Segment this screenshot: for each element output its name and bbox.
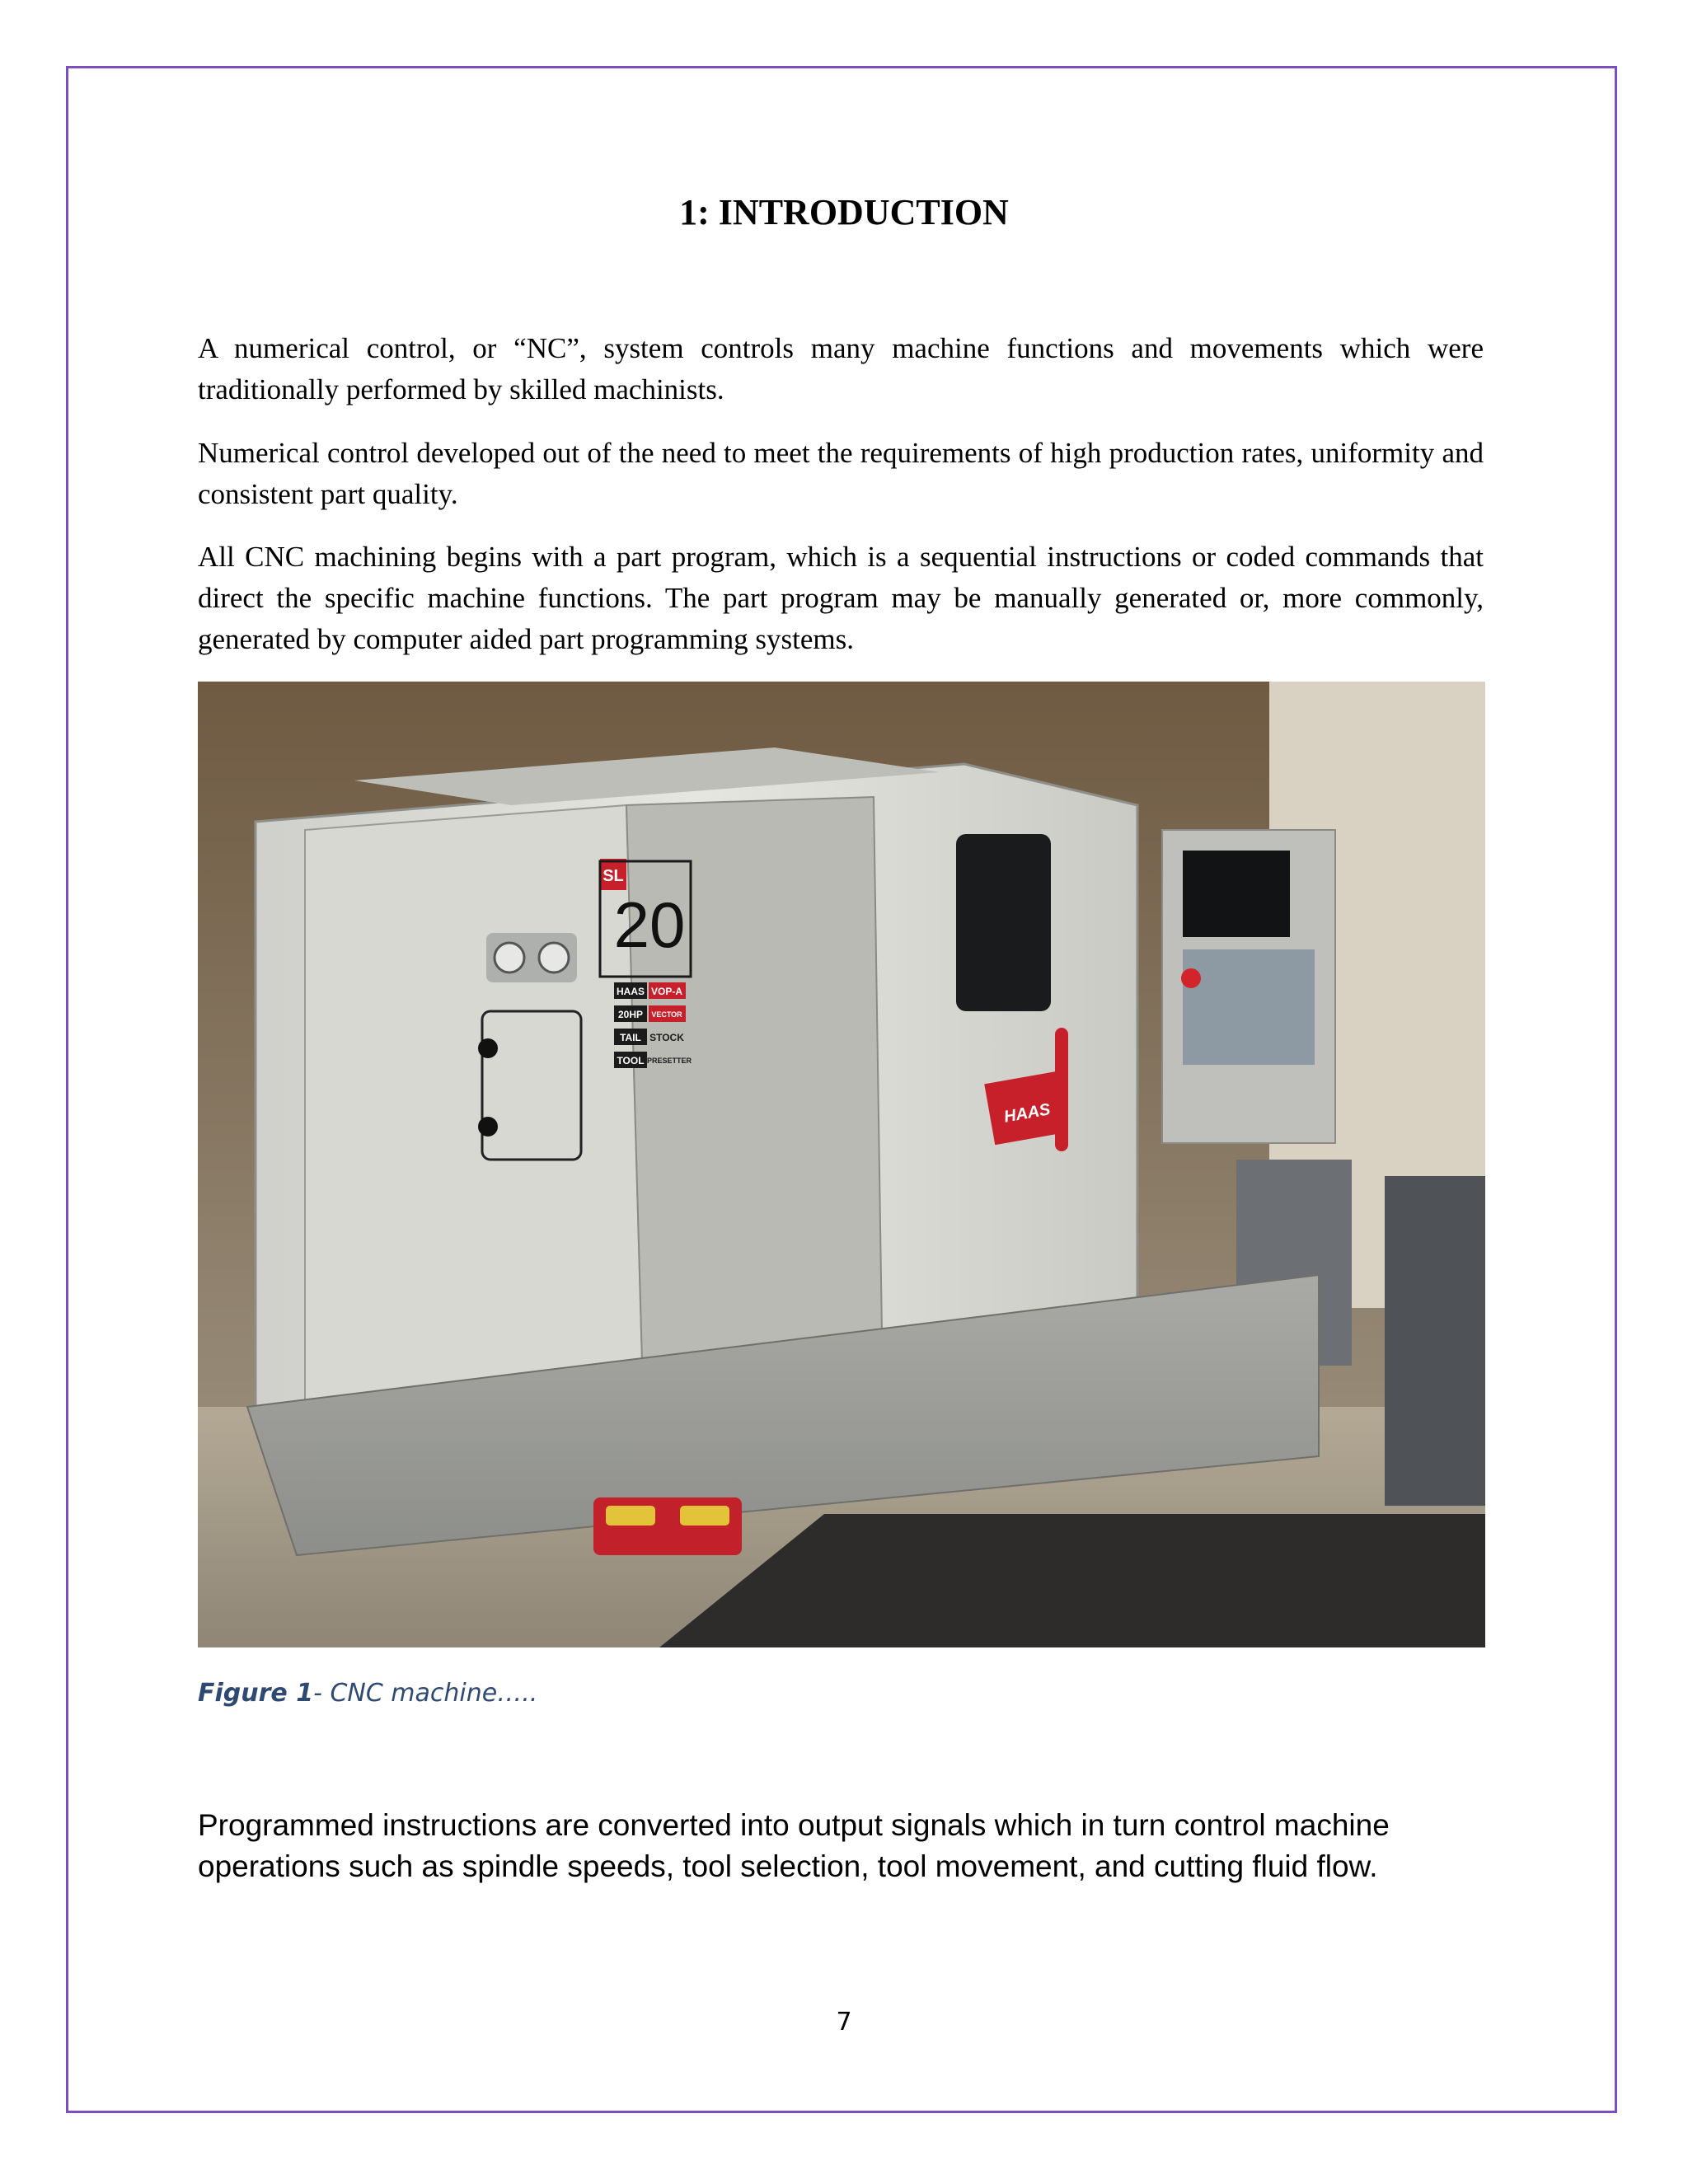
figure-caption-label: Figure 1 (198, 1679, 314, 1708)
label-line3-b: STOCK (649, 1032, 684, 1043)
label-line4-b: PRESETTER (646, 1057, 692, 1065)
label-line1-a: HAAS (616, 986, 645, 997)
figure-caption-text: - CNC machine….. (313, 1679, 538, 1708)
label-line2-a: 20HP (617, 1009, 644, 1020)
section-heading: 1: INTRODUCTION (679, 192, 1009, 232)
haas-logo-text: HAAS (1002, 1100, 1053, 1127)
paragraph-nc-origin: Numerical control developed out of the need to meet the requirements of high production rates, uniformity and consistent part quality. (198, 437, 1484, 510)
paragraph-programmed-instructions: Programmed instructions are converted into output signals which in turn control machine operations such as spindle speeds, tool selection, tool movement, and cutting fluid flow. (198, 1808, 1390, 1883)
cnc-machine-photo (198, 682, 1485, 1647)
label-line4-a: TOOL (617, 1055, 645, 1066)
model-number-text: 20 (613, 888, 686, 961)
paragraph-nc-definition: A numerical control, or “NC”, system controls many machine functions and movements which were traditionally performed by skilled machinists. (198, 332, 1484, 405)
model-badge-text: SL (603, 867, 624, 885)
label-line1-b: VOP-A (650, 986, 683, 997)
page-number: 7 (836, 2008, 852, 2036)
label-line3-a: TAIL (620, 1032, 641, 1043)
figure-caption (198, 1679, 537, 1708)
label-line2-b: VECTOR (651, 1010, 682, 1019)
paragraph-part-program: All CNC machining begins with a part program, which is a sequential instructions or coded commands that direct the specific machine functions. The part program may be manually generated or, more commonly, generated by computer aided part programming systems. (198, 541, 1484, 655)
